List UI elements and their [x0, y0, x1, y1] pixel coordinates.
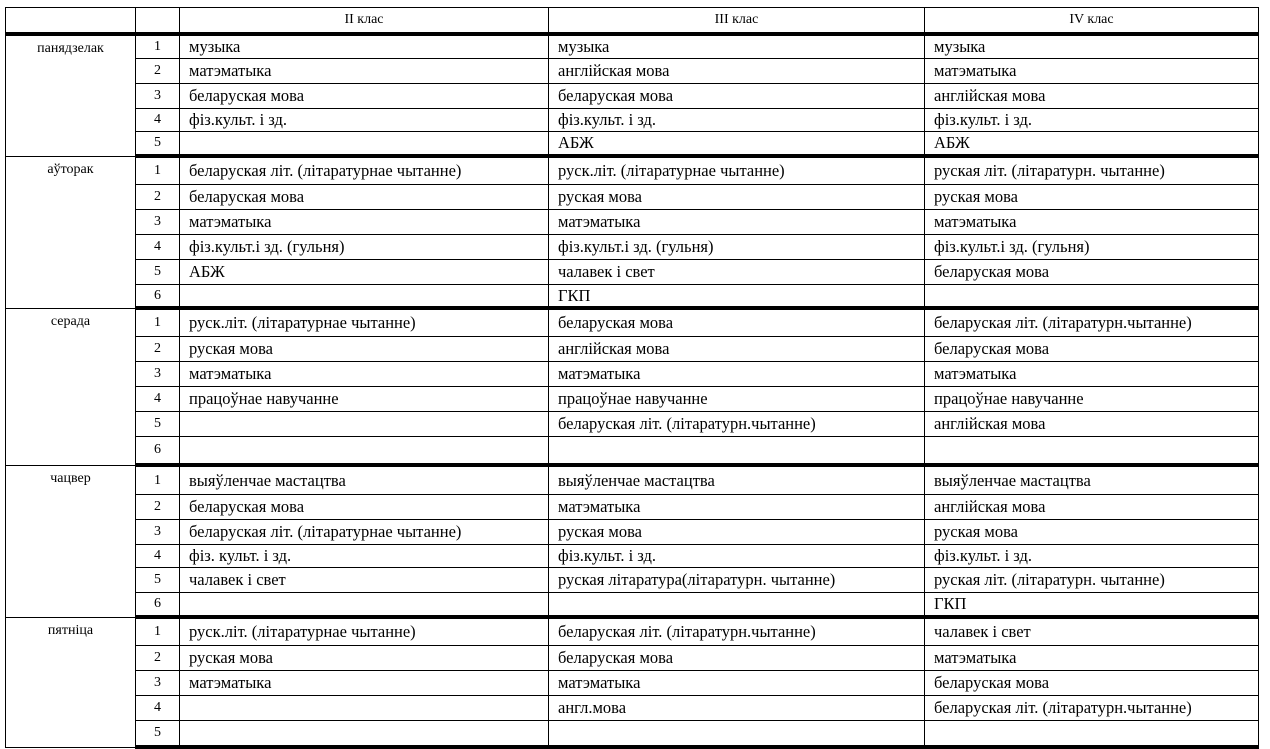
lesson-number: 5: [136, 721, 180, 748]
subject-cell-class-4: англійская мова: [925, 495, 1259, 520]
subject-cell-class-3: беларуская мова: [549, 308, 925, 337]
subject-cell-class-3: руская мова: [549, 185, 925, 210]
subject-cell-class-2: [180, 721, 549, 748]
schedule-body: [6, 34, 1259, 747]
subject-cell-class-3: матэматыка: [549, 210, 925, 235]
lesson-number: 2: [136, 185, 180, 210]
lesson-row: [6, 59, 1259, 84]
subject-cell-class-4: руская літ. (літаратурн. чытанне): [925, 568, 1259, 593]
subject-cell-class-3: матэматыка: [549, 495, 925, 520]
lesson-number: 3: [136, 210, 180, 235]
subject-cell-class-2: [180, 412, 549, 437]
subject-cell-class-3: англійская мова: [549, 337, 925, 362]
subject-cell-class-2: выяўленчае мастацтва: [180, 465, 549, 495]
subject-cell-class-4: матэматыка: [925, 362, 1259, 387]
lesson-number: 1: [136, 617, 180, 646]
subject-cell-class-3: чалавек і свет: [549, 260, 925, 285]
subject-cell-class-3: фіз.культ. і зд.: [549, 109, 925, 132]
lesson-row: [6, 465, 1259, 495]
subject-cell-class-2: матэматыка: [180, 210, 549, 235]
subject-cell-class-2: руск.літ. (літаратурнае чытанне): [180, 308, 549, 337]
header-class-2: II клас: [180, 8, 549, 35]
lesson-row: [6, 646, 1259, 671]
subject-cell-class-4: руская літ. (літаратурн. чытанне): [925, 156, 1259, 185]
subject-cell-class-2: фіз.культ.і зд. (гульня): [180, 235, 549, 260]
subject-cell-class-4: фіз.культ. і зд.: [925, 109, 1259, 132]
subject-cell-class-4: беларуская літ. (літаратурн.чытанне): [925, 308, 1259, 337]
subject-cell-class-4: [925, 285, 1259, 309]
lesson-number: 1: [136, 156, 180, 185]
lesson-number: 1: [136, 34, 180, 59]
subject-cell-class-4: англійская мова: [925, 412, 1259, 437]
subject-cell-class-4: беларуская літ. (літаратурн.чытанне): [925, 696, 1259, 721]
subject-cell-class-4: англійская мова: [925, 84, 1259, 109]
header-class-4: IV клас: [925, 8, 1259, 35]
subject-cell-class-4: [925, 721, 1259, 748]
subject-cell-class-4: матэматыка: [925, 210, 1259, 235]
subject-cell-class-2: [180, 285, 549, 309]
lesson-number: 6: [136, 285, 180, 309]
subject-cell-class-2: матэматыка: [180, 362, 549, 387]
lesson-row: [6, 362, 1259, 387]
lesson-number: 4: [136, 387, 180, 412]
lesson-row: [6, 412, 1259, 437]
subject-cell-class-3: беларуская літ. (літаратурн.чытанне): [549, 617, 925, 646]
subject-cell-class-4: беларуская мова: [925, 337, 1259, 362]
day-name: аўторак: [6, 156, 136, 308]
subject-cell-class-2: руская мова: [180, 337, 549, 362]
lesson-number: 4: [136, 696, 180, 721]
subject-cell-class-2: матэматыка: [180, 671, 549, 696]
header-class-3: III клас: [549, 8, 925, 35]
lesson-row: [6, 285, 1259, 309]
subject-cell-class-2: [180, 593, 549, 618]
lesson-row: [6, 260, 1259, 285]
subject-cell-class-2: беларуская літ. (літаратурнае чытанне): [180, 520, 549, 545]
subject-cell-class-2: музыка: [180, 34, 549, 59]
subject-cell-class-3: [549, 721, 925, 748]
lesson-number: 4: [136, 545, 180, 568]
lesson-number: 6: [136, 593, 180, 618]
subject-cell-class-2: руская мова: [180, 646, 549, 671]
subject-cell-class-4: АБЖ: [925, 132, 1259, 157]
lesson-row: [6, 387, 1259, 412]
subject-cell-class-3: матэматыка: [549, 362, 925, 387]
subject-cell-class-2: руск.літ. (літаратурнае чытанне): [180, 617, 549, 646]
subject-cell-class-3: руск.літ. (літаратурнае чытанне): [549, 156, 925, 185]
lesson-row: [6, 593, 1259, 618]
schedule-table: [5, 7, 1259, 749]
header-day-column: [6, 8, 136, 35]
subject-cell-class-3: беларуская мова: [549, 84, 925, 109]
subject-cell-class-2: чалавек і свет: [180, 568, 549, 593]
lesson-row: [6, 132, 1259, 157]
lesson-number: 5: [136, 132, 180, 157]
lesson-row: [6, 568, 1259, 593]
subject-cell-class-2: [180, 696, 549, 721]
day-name: чацвер: [6, 465, 136, 617]
lesson-number: 3: [136, 671, 180, 696]
subject-cell-class-4: руская мова: [925, 185, 1259, 210]
subject-cell-class-4: [925, 437, 1259, 466]
subject-cell-class-3: фіз.культ. і зд.: [549, 545, 925, 568]
lesson-number: 1: [136, 465, 180, 495]
subject-cell-class-4: беларуская мова: [925, 260, 1259, 285]
subject-cell-class-2: АБЖ: [180, 260, 549, 285]
subject-cell-class-4: музыка: [925, 34, 1259, 59]
lesson-row: [6, 210, 1259, 235]
subject-cell-class-2: [180, 132, 549, 157]
lesson-number: 6: [136, 437, 180, 466]
subject-cell-class-3: АБЖ: [549, 132, 925, 157]
subject-cell-class-3: фіз.культ.і зд. (гульня): [549, 235, 925, 260]
lesson-row: [6, 545, 1259, 568]
lesson-number: 3: [136, 520, 180, 545]
lesson-number: 2: [136, 646, 180, 671]
lesson-row: [6, 696, 1259, 721]
subject-cell-class-2: працоўнае навучанне: [180, 387, 549, 412]
lesson-row: [6, 337, 1259, 362]
subject-cell-class-4: фіз.культ.і зд. (гульня): [925, 235, 1259, 260]
lesson-number: 4: [136, 109, 180, 132]
lesson-number: 3: [136, 362, 180, 387]
subject-cell-class-2: беларуская мова: [180, 185, 549, 210]
day-name: серада: [6, 308, 136, 465]
lesson-row: [6, 235, 1259, 260]
subject-cell-class-4: беларуская мова: [925, 671, 1259, 696]
subject-cell-class-4: матэматыка: [925, 59, 1259, 84]
lesson-row: [6, 495, 1259, 520]
subject-cell-class-3: англ.мова: [549, 696, 925, 721]
lesson-row: [6, 109, 1259, 132]
lesson-number: 5: [136, 412, 180, 437]
subject-cell-class-2: беларуская мова: [180, 495, 549, 520]
header-number-column: [136, 8, 180, 35]
subject-cell-class-3: беларуская літ. (літаратурн.чытанне): [549, 412, 925, 437]
subject-cell-class-2: матэматыка: [180, 59, 549, 84]
header-row: [6, 8, 1259, 35]
lesson-number: 3: [136, 84, 180, 109]
subject-cell-class-3: [549, 593, 925, 618]
subject-cell-class-4: руская мова: [925, 520, 1259, 545]
subject-cell-class-2: беларуская мова: [180, 84, 549, 109]
lesson-row: [6, 520, 1259, 545]
lesson-row: [6, 617, 1259, 646]
lesson-number: 5: [136, 260, 180, 285]
lesson-number: 1: [136, 308, 180, 337]
subject-cell-class-2: фіз.культ. і зд.: [180, 109, 549, 132]
lesson-row: [6, 84, 1259, 109]
subject-cell-class-3: выяўленчае мастацтва: [549, 465, 925, 495]
lesson-number: 4: [136, 235, 180, 260]
subject-cell-class-3: музыка: [549, 34, 925, 59]
subject-cell-class-3: працоўнае навучанне: [549, 387, 925, 412]
lesson-row: [6, 156, 1259, 185]
lesson-row: [6, 437, 1259, 466]
subject-cell-class-4: выяўленчае мастацтва: [925, 465, 1259, 495]
subject-cell-class-4: матэматыка: [925, 646, 1259, 671]
subject-cell-class-3: ГКП: [549, 285, 925, 309]
subject-cell-class-2: [180, 437, 549, 466]
subject-cell-class-4: ГКП: [925, 593, 1259, 618]
subject-cell-class-3: беларуская мова: [549, 646, 925, 671]
lesson-number: 2: [136, 495, 180, 520]
lesson-row: [6, 34, 1259, 59]
lesson-number: 2: [136, 337, 180, 362]
lesson-row: [6, 308, 1259, 337]
lesson-row: [6, 185, 1259, 210]
lesson-row: [6, 721, 1259, 748]
subject-cell-class-3: [549, 437, 925, 466]
subject-cell-class-3: матэматыка: [549, 671, 925, 696]
subject-cell-class-4: працоўнае навучанне: [925, 387, 1259, 412]
lesson-number: 2: [136, 59, 180, 84]
subject-cell-class-4: чалавек і свет: [925, 617, 1259, 646]
subject-cell-class-2: фіз. культ. і зд.: [180, 545, 549, 568]
day-name: панядзелак: [6, 34, 136, 156]
subject-cell-class-3: руская мова: [549, 520, 925, 545]
subject-cell-class-4: фіз.культ. і зд.: [925, 545, 1259, 568]
subject-cell-class-3: руская літаратура(літаратурн. чытанне): [549, 568, 925, 593]
lesson-row: [6, 671, 1259, 696]
subject-cell-class-3: англійская мова: [549, 59, 925, 84]
subject-cell-class-2: беларуская літ. (літаратурнае чытанне): [180, 156, 549, 185]
day-name: пятніца: [6, 617, 136, 747]
lesson-number: 5: [136, 568, 180, 593]
